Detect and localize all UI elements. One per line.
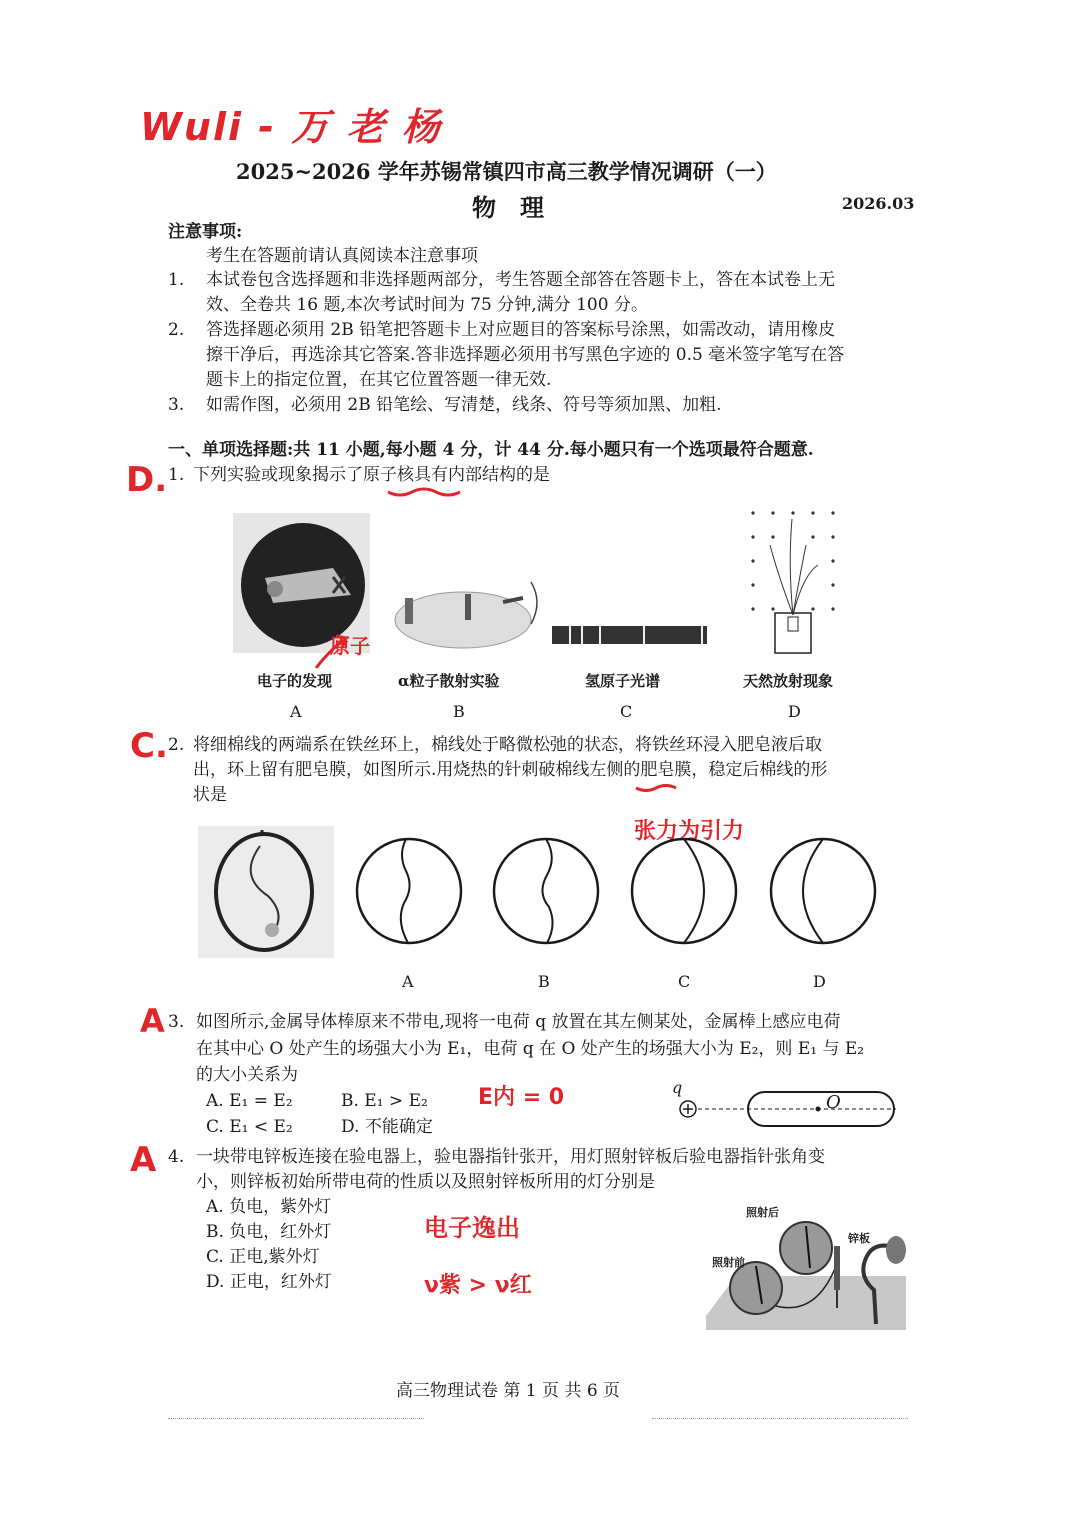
q4-option-a: A. 负电，紫外灯 (206, 1197, 332, 1217)
q4-figure-label: 照射后 (746, 1206, 779, 1219)
q3-handwritten-answer: A (140, 1002, 165, 1040)
q4-handwritten-note: ν紫 > ν红 (424, 1273, 532, 1298)
q2-handwritten-note: 张力为引力 (634, 819, 745, 844)
q2-line: 状是 (193, 785, 227, 805)
q1-caption-c: 氢原子光谱 (585, 672, 661, 690)
q4-number: 4. (168, 1147, 185, 1167)
q1-option-letter: A (290, 702, 302, 721)
handwritten-header: Wuli - 万 老 杨 (140, 105, 442, 149)
notice-item-line: 如需作图，必须用 2B 铅笔绘、写清楚，线条、符号等须加黑、加粗. (206, 395, 722, 415)
footer-divider-right (652, 1418, 908, 1419)
q4-line: 小，则锌板初始所带电荷的性质以及照射锌板所用的灯分别是 (196, 1172, 655, 1192)
q2-line: 将细棉线的两端系在铁丝环上，棉线处于略微松弛的状态，将铁丝环浸入肥皂液后取 (193, 735, 822, 755)
q3-number: 3. (168, 1012, 185, 1032)
q3-center-label: O (826, 1092, 841, 1113)
q3-handwritten-note: E内 = 0 (478, 1085, 565, 1110)
q2-handwritten-answer: C. (130, 726, 168, 766)
q2-option-c-diagram (629, 835, 739, 947)
q1-option-letter: B (453, 702, 465, 721)
subject-title: 物 理 (472, 193, 544, 222)
q2-photo-ring (198, 826, 334, 958)
notice-item-num: 3. (168, 395, 185, 415)
q3-line: 如图所示,金属导体棒原来不带电,现将一电荷 q 放置在其左侧某处，金属棒上感应电荷 (196, 1012, 841, 1032)
q4-line: 一块带电锌板连接在验电器上，验电器指针张开，用灯照射锌板后验电器指针张角变 (196, 1147, 825, 1167)
q2-line: 出，环上留有肥皂膜，如图所示.用烧热的针刺破棉线左侧的肥皂膜，稳定后棉线的形 (193, 760, 828, 780)
q2-option-a-diagram (354, 835, 464, 947)
q1-text: 下列实验或现象揭示了原子核具有内部结构的是 (193, 465, 550, 485)
notice-item-line: 效、全卷共 16 题,本次考试时间为 75 分钟,满分 100 分。 (206, 295, 648, 315)
q3-option-a: A. E₁ = E₂ (206, 1091, 293, 1111)
q3-option-d: D. 不能确定 (341, 1117, 433, 1137)
q4-figure-label: 照射前 (712, 1256, 745, 1269)
q3-line: 在其中心 O 处产生的场强大小为 E₁，电荷 q 在 O 处产生的场强大小为 E₂，则 E₁ 与 E₂ (196, 1039, 865, 1059)
q1-handwritten-note: 原子 (330, 634, 370, 658)
notice-item-line: 题卡上的指定位置，在其它位置答题一律无效. (206, 370, 552, 390)
q2-option-letter: A (402, 972, 414, 991)
notice-item-line: 答选择题必须用 2B 铅笔把答题卡上对应题目的答案标号涂黑，如需改动，请用橡皮 (206, 320, 836, 340)
q4-option-c: C. 正电,紫外灯 (206, 1247, 320, 1267)
notice-item-line: 擦干净后，再选涂其它答案.答非选择题必须用书写黑色字迹的 0.5 毫米签字笔写在答 (206, 345, 845, 365)
notice-heading: 注意事项: (168, 222, 243, 242)
q3-option-c: C. E₁ < E₂ (206, 1117, 293, 1137)
q2-number: 2. (168, 735, 185, 755)
q4-option-b: B. 负电，红外灯 (206, 1222, 332, 1242)
q4-figure-label: 锌板 (848, 1232, 870, 1245)
notice-intro: 考生在答题前请认真阅读本注意事项 (206, 246, 478, 266)
notice-item-line: 本试卷包含选择题和非选择题两部分，考生答题全部答在答题卡上，答在本试卷上无 (206, 270, 835, 290)
footer-divider-left (168, 1418, 424, 1419)
q2-option-letter: B (538, 972, 550, 991)
q1-caption-b: α粒子散射实验 (398, 672, 500, 690)
q1-handwritten-answer: D. (126, 460, 168, 500)
exam-date: 2026.03 (842, 194, 915, 213)
q2-option-b-diagram (491, 835, 601, 947)
notice-item-num: 2. (168, 320, 185, 340)
q3-line: 的大小关系为 (196, 1065, 298, 1085)
q1-option-letter: D (788, 702, 801, 721)
notice-item-num: 1. (168, 270, 185, 290)
q2-option-letter: D (813, 972, 826, 991)
q3-rod-diagram (666, 1080, 906, 1140)
q4-handwritten-answer: A (130, 1140, 157, 1180)
page-footer: 高三物理试卷 第 1 页 共 6 页 (396, 1381, 621, 1401)
q4-option-d: D. 正电，红外灯 (206, 1272, 332, 1292)
q3-option-b: B. E₁ > E₂ (341, 1091, 428, 1111)
q2-option-d-diagram (768, 835, 878, 947)
q4-handwritten-note: 电子逸出 (424, 1214, 520, 1242)
q3-charge-label: q (672, 1078, 683, 1097)
q1-caption-a: 电子的发现 (257, 672, 333, 690)
exam-title: 2025~2026 学年苏锡常镇四市高三教学情况调研（一） (236, 159, 777, 184)
q2-option-letter: C (678, 972, 691, 991)
q1-option-letter: C (620, 702, 633, 721)
q1-caption-d: 天然放射现象 (743, 672, 834, 690)
q1-number: 1. (168, 465, 185, 485)
section-heading: 一、单项选择题:共 11 小题,每小题 4 分，计 44 分.每小题只有一个选项最符合题意. (168, 440, 814, 460)
